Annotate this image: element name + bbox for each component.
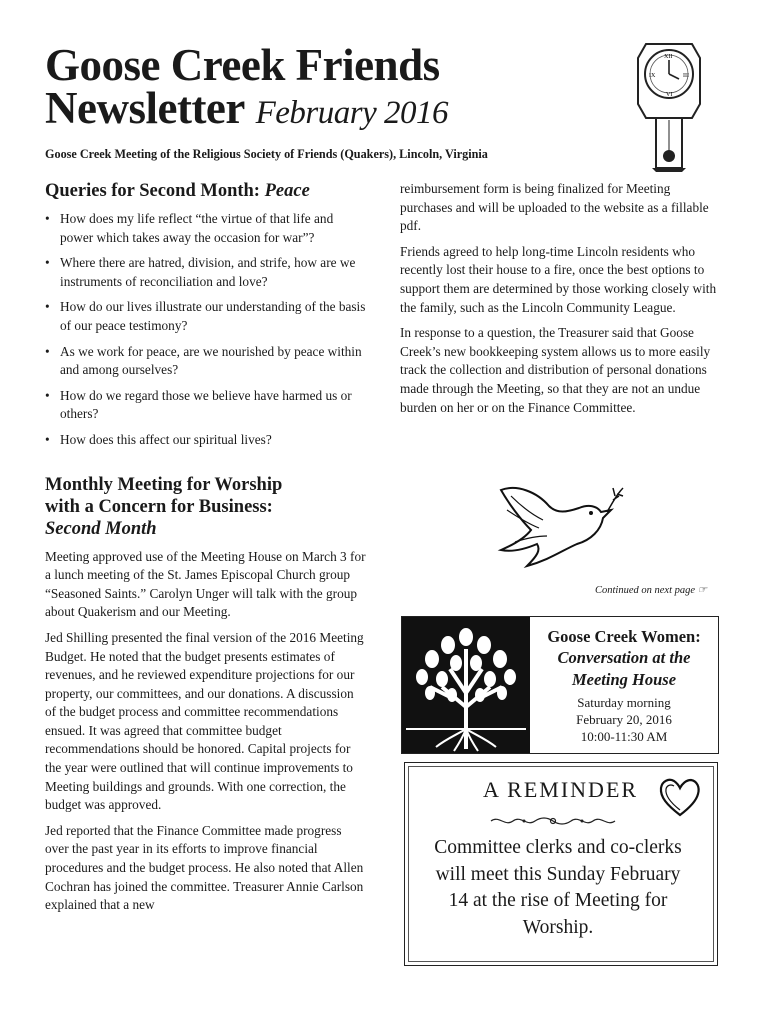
- queries-heading-em: Peace: [264, 181, 310, 201]
- women-event-text: [532, 627, 716, 745]
- business-heading-em: Second Month: [45, 518, 157, 539]
- business-paragraph-continued: reimbursement form is being finalized for Meeting purchases and will be uploaded to the website as a fillable pdf.: [400, 181, 709, 234]
- women-event-date: February 20, 2016: [576, 712, 672, 727]
- continued-note: Continued on next page ☞: [595, 585, 708, 596]
- reminder-box: [404, 762, 718, 966]
- women-event-box: [401, 616, 719, 754]
- tree-panel: [402, 617, 530, 753]
- women-event-when: Saturday morning: [577, 695, 671, 710]
- business-paragraph: Jed Shilling presented the final version of the 2016 Meeting Budget. He noted that the budget presents estimates of revenues, and he reviewed expenditure projections for our property, our committees, and our donations. A discussion of the budget process and committee recommendations ensued. It was agreed that committee budget recommendations should be honored. Capital projects for the year were outlined that will continue improvements to Meeting buildings and grounds. With one correction, the budget was approved.: [45, 629, 364, 813]
- right-column: [400, 180, 718, 424]
- title-line-2: [45, 83, 449, 135]
- query-item: • How do our lives illustrate our understanding of the basis of our peace testimony?: [45, 298, 367, 335]
- business-paragraph: Meeting approved use of the Meeting House on March 3 for a lunch meeting of the St. James Episcopal Church group “Seasoned Saints.” Carolyn Unger will talk with the group about Quakerism and our Meeting.: [45, 548, 366, 620]
- masthead-subtitle: Goose Creek Meeting of the Religious Society of Friends (Quakers), Lincoln, Virginia: [45, 147, 488, 161]
- business-paragraph: Jed reported that the Finance Committee made progress over the past year in its efforts to improve financial procedures and the budget process. He also noted that Allen Cochran has joined the committee. Treasurer Annie Carlson explained that a new: [45, 822, 364, 913]
- svg-text:XII: XII: [664, 54, 673, 60]
- svg-text:IX: IX: [649, 73, 656, 79]
- women-event-time: 10:00-11:30 AM: [580, 729, 668, 744]
- queries-list: [45, 210, 367, 450]
- query-item: • How does this affect our spiritual lives?: [45, 431, 367, 450]
- query-item: • How does my life reflect “the virtue of that life and power which takes away the occasion for war”?: [45, 210, 367, 247]
- title-newsletter: Newsletter: [45, 83, 245, 133]
- heart-icon: [657, 775, 703, 819]
- query-item: • As we work for peace, are we nourished by peace within and among ourselves?: [45, 343, 367, 380]
- clock-icon: [634, 34, 704, 174]
- tree-icon: [402, 617, 530, 753]
- dove-icon: [497, 480, 625, 570]
- svg-text:III: III: [683, 73, 689, 79]
- business-paragraph-continued: In response to a question, the Treasurer said that Goose Creek’s new bookkeeping system allows us to more easily track the collection and distribution of personal donations made through the Meeting, so that they are not an undue burden on her or on the Finance Committee.: [400, 325, 711, 415]
- flourish-icon: [489, 813, 617, 829]
- query-item: • Where there are hatred, division, and strife, how are we instruments of reconciliation and love?: [45, 254, 367, 291]
- business-heading-line-2: with a Concern for Business:: [45, 496, 273, 517]
- business-paragraph-continued: Friends agreed to help long-time Lincoln residents who recently lost their house to a fire, once the best options to support them are determined by those working closely with the family, such as the Lincoln Community League.: [400, 243, 717, 315]
- reminder-body: Committee clerks and co-clerks will meet this Sunday February 14 at the rise of Meeting for Worship.: [434, 837, 682, 938]
- issue-date: February 2016: [255, 95, 449, 131]
- women-event-subtitle: Conversation at the Meeting House: [557, 648, 691, 689]
- reminder-title: A REMINDER: [483, 777, 639, 802]
- business-heading: [45, 474, 367, 540]
- business-heading-line-1: Monthly Meeting for Worship: [45, 474, 283, 495]
- left-column: [45, 180, 367, 922]
- women-event-details: [532, 694, 716, 745]
- title-line-1: Goose Creek Friends: [45, 40, 440, 90]
- newsletter-title: [45, 40, 449, 135]
- queries-heading-text: Queries for Second Month:: [45, 181, 265, 201]
- svg-text:VI: VI: [666, 92, 673, 98]
- queries-heading: [45, 180, 367, 202]
- query-item: • How do we regard those we believe have harmed us or others?: [45, 387, 367, 424]
- women-event-title: Goose Creek Women:: [547, 627, 701, 646]
